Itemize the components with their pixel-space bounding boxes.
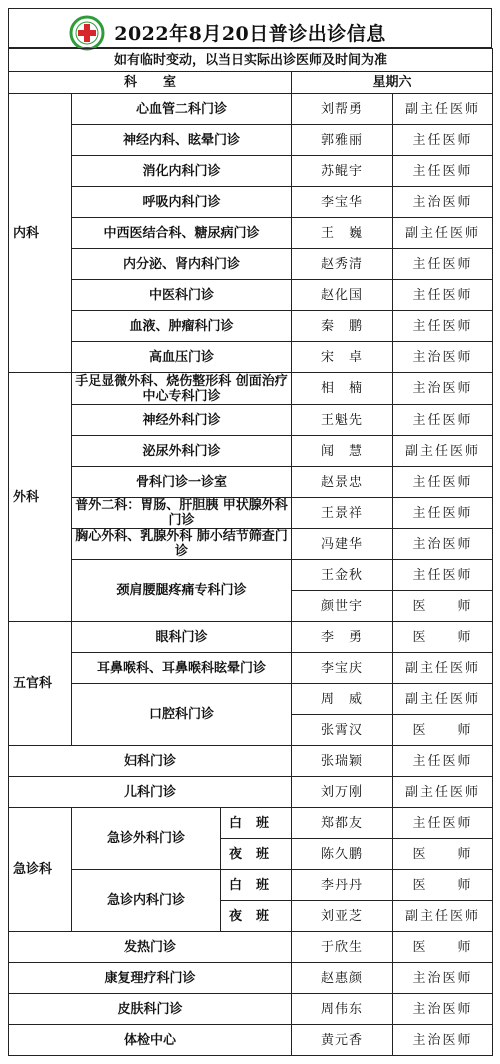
doctor-cell: 赵景忠 [292,467,393,498]
dept-cell: 耳鼻喉科、耳鼻喉科眩晕门诊 [72,653,292,684]
doctor-cell: 冯建华 [292,529,393,560]
table-row [9,994,493,1025]
doctor-cell: 于欣生 [292,932,393,963]
title-cell: 医 师 [393,622,493,653]
table-row [9,156,493,187]
shift-cell: 夜班 [221,839,292,870]
day-column-header: 星期六 [292,72,493,94]
notice-text: 如有临时变动，以当日实际出诊医师及时间为准 [9,49,493,72]
shift-cell: 夜班 [221,901,292,932]
column-header-row [9,72,493,94]
doctor-cell: 刘亚芝 [292,901,393,932]
table-row [9,94,493,125]
page-title: 2022年8月20日普诊出诊信息 [114,23,386,45]
table-row [9,405,493,436]
dept-cell: 妇科门诊 [9,746,292,777]
dept-cell: 胸心外科、乳腺外科 肺小结节筛查门诊 [72,529,292,560]
doctor-cell: 王金秋 [292,560,393,591]
title-cell: 医 师 [393,591,493,622]
title-cell: 主任医师 [393,156,493,187]
category-surgery: 外科 [9,373,72,622]
title-bar [8,8,492,48]
category-ent: 五官科 [9,622,72,746]
dept-cell: 神经内科、眩晕门诊 [72,125,292,156]
shift-cell: 白班 [221,870,292,901]
title-cell: 主治医师 [393,963,493,994]
table-row [9,622,493,653]
title-cell: 副主任医师 [393,436,493,467]
table-row [9,777,493,808]
dept-cell: 眼科门诊 [72,622,292,653]
table-row [9,498,493,529]
table-row [9,311,493,342]
title-cell: 副主任医师 [393,218,493,249]
dept-cell: 康复理疗科门诊 [9,963,292,994]
table-row [9,125,493,156]
title-cell: 主治医师 [393,342,493,373]
table-row [9,342,493,373]
doctor-cell: 李宝华 [292,187,393,218]
doctor-cell: 郑都友 [292,808,393,839]
table-row [9,436,493,467]
dept-cell: 中医科门诊 [72,280,292,311]
dept-cell: 泌尿外科门诊 [72,436,292,467]
doctor-cell: 宋 卓 [292,342,393,373]
dept-cell: 口腔科门诊 [72,684,292,746]
dept-cell: 消化内科门诊 [72,156,292,187]
table-row [9,932,493,963]
dept-cell: 急诊内科门诊 [72,870,221,932]
dept-cell: 高血压门诊 [72,342,292,373]
dept-cell: 儿科门诊 [9,777,292,808]
table-row [9,808,493,839]
title-cell: 主治医师 [393,1025,493,1056]
title-cell: 主任医师 [393,498,493,529]
doctor-cell: 张霄汉 [292,715,393,746]
doctor-cell: 秦 鹏 [292,311,393,342]
dept-cell: 急诊外科门诊 [72,808,221,870]
dept-cell: 神经外科门诊 [72,405,292,436]
doctor-cell: 刘万刚 [292,777,393,808]
title-cell: 主任医师 [393,311,493,342]
title-cell: 副主任医师 [393,901,493,932]
doctor-cell: 张瑞颖 [292,746,393,777]
doctor-cell: 王 巍 [292,218,393,249]
dept-cell: 心血管二科门诊 [72,94,292,125]
table-row [9,684,493,715]
category-emergency: 急诊科 [9,808,72,932]
doctor-cell: 李丹丹 [292,870,393,901]
table-row [9,963,493,994]
doctor-cell: 闻 慧 [292,436,393,467]
doctor-cell: 李宝庆 [292,653,393,684]
title-cell: 副主任医师 [393,684,493,715]
title-cell: 主治医师 [393,187,493,218]
title-cell: 医 师 [393,932,493,963]
doctor-cell: 周 威 [292,684,393,715]
title-cell: 主任医师 [393,560,493,591]
dept-cell: 骨科门诊一诊室 [72,467,292,498]
dept-cell: 手足显微外科、烧伤整形科 创面治疗中心专科门诊 [72,373,292,405]
dept-cell: 呼吸内科门诊 [72,187,292,218]
title-cell: 医 师 [393,715,493,746]
table-row [9,560,493,591]
title-cell: 主任医师 [393,405,493,436]
dept-cell: 中西医结合科、糖尿病门诊 [72,218,292,249]
title-cell: 主任医师 [393,808,493,839]
table-row [9,249,493,280]
title-cell: 主任医师 [393,249,493,280]
doctor-cell: 李 勇 [292,622,393,653]
doctor-cell: 赵惠颜 [292,963,393,994]
title-cell: 医 师 [393,839,493,870]
title-cell: 主治医师 [393,373,493,405]
table-row [9,218,493,249]
dept-column-header: 科 室 [9,72,292,94]
dept-cell: 体检中心 [9,1025,292,1056]
table-row [9,870,493,901]
doctor-cell: 颜世宇 [292,591,393,622]
title-cell: 医 师 [393,870,493,901]
title-cell: 主任医师 [393,280,493,311]
title-cell: 主治医师 [393,529,493,560]
dept-cell: 发热门诊 [9,932,292,963]
doctor-cell: 陈久鹏 [292,839,393,870]
doctor-cell: 刘帮勇 [292,94,393,125]
notice-row [9,49,493,72]
table-row [9,653,493,684]
doctor-cell: 王魁先 [292,405,393,436]
title-cell: 副主任医师 [393,777,493,808]
dept-cell: 颈肩腰腿疼痛专科门诊 [72,560,292,622]
title-cell: 副主任医师 [393,94,493,125]
doctor-cell: 周伟东 [292,994,393,1025]
title-cell: 主任医师 [393,125,493,156]
table-row [9,280,493,311]
title-cell: 主任医师 [393,467,493,498]
table-row [9,467,493,498]
dept-cell: 普外二科：胃肠、肝胆胰 甲状腺外科门诊 [72,498,292,529]
doctor-cell: 赵秀清 [292,249,393,280]
table-row [9,1025,493,1056]
doctor-cell: 郭雅丽 [292,125,393,156]
dept-cell: 内分泌、肾内科门诊 [72,249,292,280]
dept-cell: 皮肤科门诊 [9,994,292,1025]
doctor-cell: 相 楠 [292,373,393,405]
doctor-cell: 赵化国 [292,280,393,311]
dept-cell: 血液、肿瘤科门诊 [72,311,292,342]
table-row [9,746,493,777]
category-internal: 内科 [9,94,72,373]
schedule-table [8,48,493,1056]
table-row [9,187,493,218]
title-cell: 副主任医师 [393,653,493,684]
shift-cell: 白班 [221,808,292,839]
title-cell: 主任医师 [393,746,493,777]
doctor-cell: 苏鲲宇 [292,156,393,187]
doctor-cell: 黄元香 [292,1025,393,1056]
table-row [9,529,493,560]
title-cell: 主治医师 [393,994,493,1025]
table-row [9,373,493,405]
doctor-cell: 王景祥 [292,498,393,529]
